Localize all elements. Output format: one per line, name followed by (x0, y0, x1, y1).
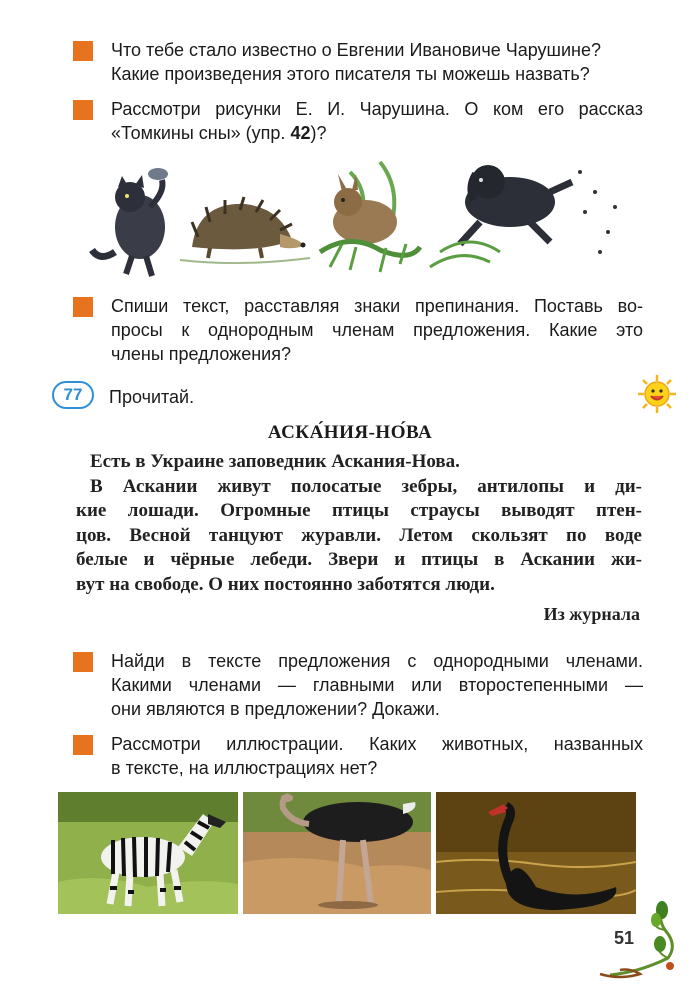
charushin-illustrations (80, 152, 620, 282)
task-5 (73, 732, 643, 782)
task-2 (73, 97, 643, 147)
exercise-instruction: Прочитай. (109, 387, 195, 407)
task-4-text: Найди в тексте предложения с однородными членами. Какими членами — главными или второстепенными — они являются в предложении? Докажи. (111, 651, 643, 719)
task-1 (73, 38, 643, 88)
smiling-sun-icon (637, 374, 677, 414)
black-swan-photo (436, 792, 636, 914)
task-4 (73, 649, 643, 723)
page-number: 51 (614, 928, 635, 948)
story-source: Из журнала (543, 604, 640, 624)
task-bullet (73, 735, 93, 755)
task-bullet (73, 41, 93, 61)
story-title: АСКА́НИЯ-НО́ВА (267, 422, 433, 443)
task-bullet (73, 100, 93, 120)
exercise-number-badge: 77 (52, 381, 94, 409)
floral-ornament-icon (590, 900, 680, 980)
task-1-text: Что тебе стало известно о Евгении Ивановиче Чарушине? Какие произведения этого писателя ты можешь назвать? (111, 40, 602, 84)
hare-illustration (320, 162, 420, 272)
task-3 (73, 294, 643, 368)
task-bullet (73, 652, 93, 672)
puppy-illustration (430, 165, 617, 267)
ostrich-photo (243, 792, 431, 914)
task-5-text: Рассмотри иллюстрации. Каких животных, названных в тексте, на иллюстрациях нет? (111, 734, 643, 778)
task-bullet (73, 297, 93, 317)
task-2-text: Рассмотри рисунки Е. И. Чарушина. О ком его рассказ «Томкины сны» (упр. 42)? (111, 99, 643, 143)
hedgehog-illustration (180, 197, 310, 263)
task-3-text: Спиши текст, расставляя знаки препинания. Поставь во- просы к однородным членам предложения. Какие это члены предложения? (111, 296, 643, 364)
zebra-photo (58, 792, 238, 914)
kitten-illustration (92, 168, 168, 276)
story-text: Есть в Украине заповедник Аскания-Нова. В Аскании живут полосатые зебры, антилопы и ди- кие лошади. Огромные птицы страусы выводят птен- цов. Весной танцуют журавли. Летом скользят по воде белые и чёрные лебеди. Звери и птицы в Аскании жи- вут на свободе. О них постоянно заботятся люди. (76, 451, 642, 595)
